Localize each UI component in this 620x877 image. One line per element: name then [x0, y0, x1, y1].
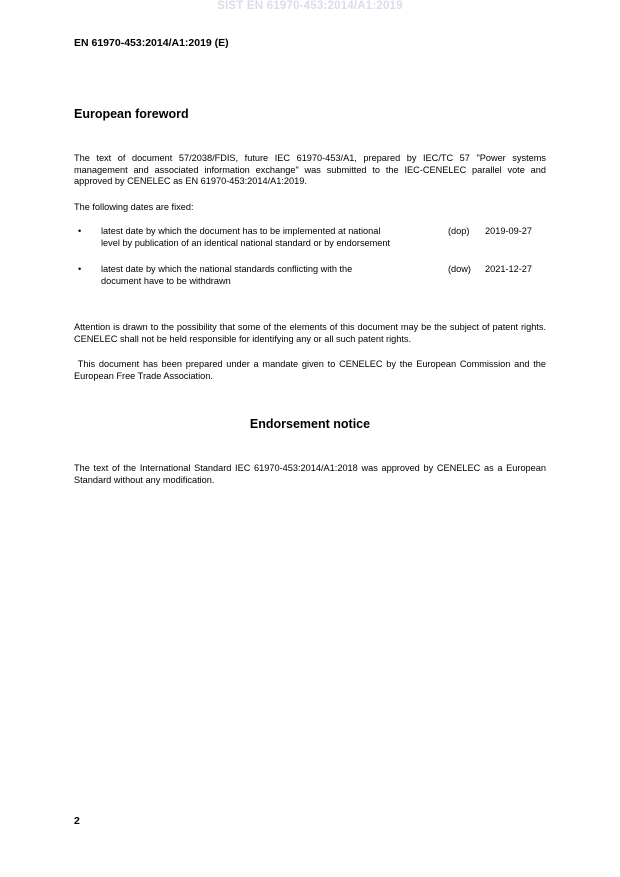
date-item-text: [101, 226, 441, 249]
bullet-icon: •: [78, 264, 82, 274]
page-number: 2: [74, 815, 80, 827]
foreword-title: European foreword: [74, 107, 189, 121]
date-item-line: latest date by which the document has to be implemented at national: [101, 226, 381, 236]
document-header: EN 61970-453:2014/A1:2019 (E): [74, 37, 229, 49]
date-item-code: (dow): [448, 264, 471, 274]
date-item-date: 2019-09-27: [485, 226, 532, 236]
date-item-line: document have to be withdrawn: [101, 275, 231, 286]
date-item-text: [101, 264, 441, 287]
endorsement-paragraph: The text of the International Standard IEC 61970-453:2014/A1:2018 was approved by CENELEC as a European Standard without any modification.: [74, 463, 546, 485]
date-item-line: latest date by which the national standards conflicting with the: [101, 264, 353, 274]
mandate-paragraph: This document has been prepared under a mandate given to CENELEC by the European Commission and the European Free Trade Association.: [74, 359, 549, 381]
attention-paragraph: Attention is drawn to the possibility that some of the elements of this document may be the subject of patent rights. CENELEC shall not be held responsible for identifying any or all such patent rights.: [74, 322, 546, 344]
watermark: SIST EN 61970-453:2014/A1:2019: [217, 0, 403, 12]
foreword-intro-paragraph: The text of document 57/2038/FDIS, future IEC 61970-453/A1, prepared by IEC/TC 57 "Power systems management and associated information exchange" was submitted to the IEC-CENELEC parallel vote and approved by CENELEC as EN 61970-453:2014/A1:2019.: [74, 153, 546, 186]
date-item-code: (dop): [448, 226, 470, 236]
dates-intro: The following dates are fixed:: [74, 202, 194, 212]
date-item-date: 2021-12-27: [485, 264, 532, 274]
endorsement-title: Endorsement notice: [249, 417, 371, 431]
bullet-icon: •: [78, 226, 82, 236]
date-item-line: level by publication of an identical national standard or by endorsement: [101, 237, 391, 248]
